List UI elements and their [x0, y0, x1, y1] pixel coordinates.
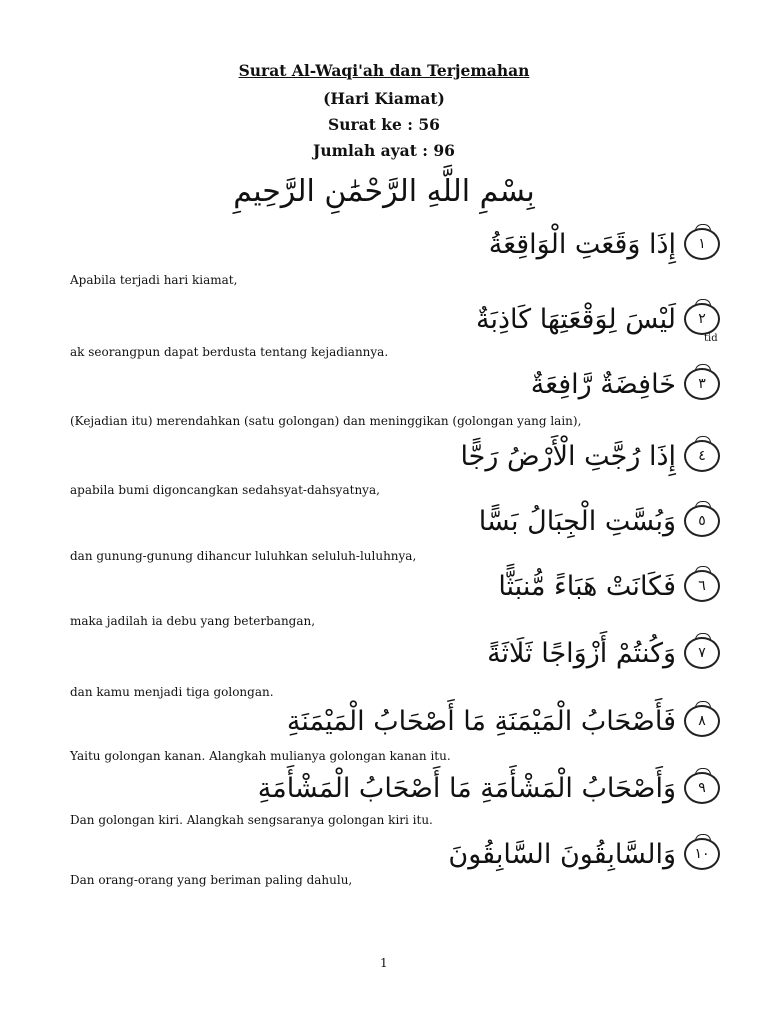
- verse-6-translation: maka jadilah ia debu yang beterbangan,: [70, 614, 316, 628]
- verse-10-translation: Dan orang-orang yang beriman paling dahulu,: [70, 873, 353, 887]
- verse-4: [460, 440, 720, 472]
- verse-10: [448, 838, 720, 870]
- verse-arabic: وَكُنتُمْ أَزْوَاجًا ثَلَاثَةً: [487, 637, 676, 669]
- verse-5-translation: dan gunung-gunung dihancur luluhkan seluluh-luluhnya,: [70, 549, 417, 563]
- ayah-number-marker: ٦: [684, 570, 720, 602]
- verse-arabic: إِذَا رُجَّتِ الْأَرْضُ رَجًّا: [460, 440, 676, 472]
- verse-3-translation: (Kejadian itu) merendahkan (satu golongan) dan meninggikan (golongan yang lain),: [70, 414, 582, 428]
- verse-3: [531, 368, 720, 400]
- verse-1: [489, 228, 720, 260]
- ayah-number-marker: ٧: [684, 637, 720, 669]
- verse-arabic: فَكَانَتْ هَبَاءً مُّنبَثًّا: [498, 570, 676, 602]
- verse-2-translation: ak seorangpun dapat berdusta tentang kejadiannya.: [70, 345, 389, 359]
- ayah-number-marker: ٨: [684, 705, 720, 737]
- surat-number: Surat ke : 56: [328, 115, 440, 134]
- verse-4-translation: apabila bumi digoncangkan sedahsyat-dahsyatnya,: [70, 483, 380, 497]
- verse-arabic: وَبُسَّتِ الْجِبَالُ بَسًّا: [478, 505, 676, 537]
- verse-9: [258, 772, 720, 804]
- ayah-number-marker: ٤: [684, 440, 720, 472]
- basmalah: بِسْمِ اللَّهِ الرَّحْمَٰنِ الرَّحِيمِ: [233, 174, 535, 209]
- verse-arabic: وَالسَّابِقُونَ السَّابِقُونَ: [448, 838, 676, 870]
- ayah-number-marker: ١: [684, 228, 720, 260]
- verse-arabic: خَافِضَةٌ رَّافِعَةٌ: [530, 368, 676, 400]
- verse-1-translation: Apabila terjadi hari kiamat,: [70, 273, 238, 287]
- verse-arabic: فَأَصْحَابُ الْمَيْمَنَةِ مَا أَصْحَابُ الْمَيْمَنَةِ: [286, 705, 676, 737]
- verse-6: [498, 570, 720, 602]
- verse-7-translation: dan kamu menjadi tiga golongan.: [70, 685, 274, 699]
- ayah-number-marker: ٩: [684, 772, 720, 804]
- verse-arabic: لَيْسَ لِوَقْعَتِهَا كَاذِبَةٌ: [476, 303, 676, 335]
- verse-2-tail-text: tid: [704, 333, 718, 344]
- verse-arabic: إِذَا وَقَعَتِ الْوَاقِعَةُ: [488, 228, 676, 260]
- ayah-number-marker: ٣: [684, 368, 720, 400]
- verse-2: [476, 303, 720, 335]
- verse-arabic: وَأَصْحَابُ الْمَشْأَمَةِ مَا أَصْحَابُ الْمَشْأَمَةِ: [257, 772, 676, 804]
- document-title: Surat Al-Waqi'ah dan Terjemahan: [238, 61, 530, 80]
- verse-7: [487, 637, 720, 669]
- verse-5: [479, 505, 720, 537]
- verse-8: [287, 705, 720, 737]
- ayah-number-marker: ٢: [684, 303, 720, 335]
- verse-9-translation: Dan golongan kiri. Alangkah sengsaranya golongan kiri itu.: [70, 813, 433, 827]
- verse-8-translation: Yaitu golongan kanan. Alangkah mulianya golongan kanan itu.: [70, 749, 451, 763]
- page-number: 1: [380, 956, 388, 970]
- ayah-number-marker: ٥: [684, 505, 720, 537]
- ayah-number-marker: ١٠: [684, 838, 720, 870]
- ayat-count: Jumlah ayat : 96: [313, 141, 455, 160]
- subtitle: (Hari Kiamat): [323, 89, 445, 108]
